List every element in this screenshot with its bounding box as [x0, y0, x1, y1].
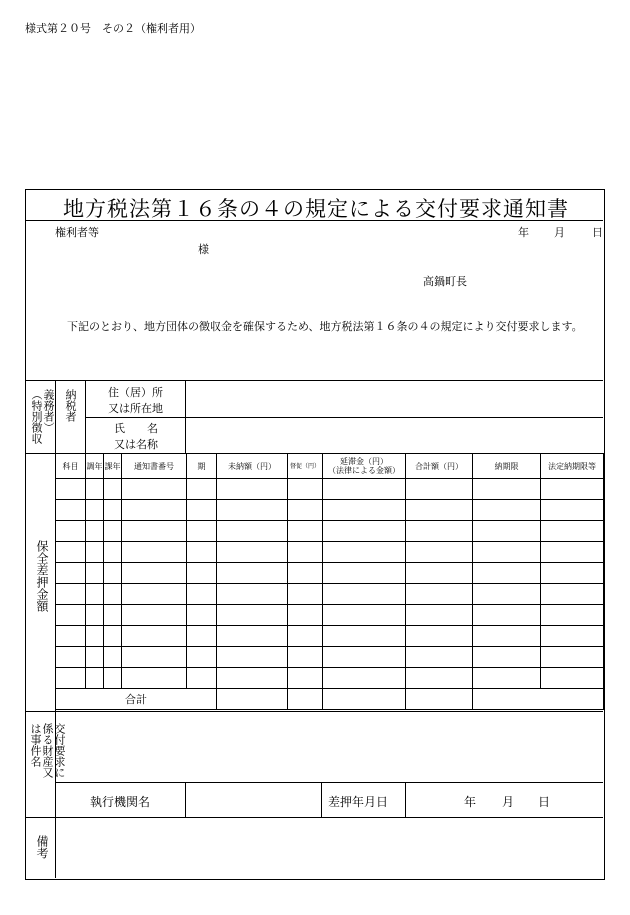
address-label-1: 住（居）所	[108, 386, 163, 399]
header-dunning: 督促（円）	[288, 454, 323, 479]
total-row	[56, 689, 604, 710]
seizure-day: 日	[538, 795, 551, 809]
name-label-1: 氏 名	[114, 422, 158, 435]
table-row	[56, 668, 604, 689]
table-row	[56, 500, 604, 521]
delinquency-label: 延滞金（円）	[340, 457, 388, 466]
issuer-name: 高鍋町長	[423, 275, 467, 288]
form-title: 地方税法第１６条の４の規定による交付要求通知書	[63, 197, 569, 221]
body-text: 下記のとおり、地方団体の徴収金を確保するため、地方税法第１６条の４の規定により交付要求します。	[67, 320, 583, 333]
seizure-year: 年	[464, 795, 477, 809]
header-tax-year: 課年	[104, 454, 122, 479]
header-total: 合計額（円）	[406, 454, 473, 479]
form-number: 様式第２０号 その２（権利者用）	[25, 22, 201, 35]
execution-agency-label: 執行機関名	[90, 795, 151, 809]
delinquency-note: （法律による金額）	[328, 466, 400, 475]
table-row	[56, 542, 604, 563]
header-delinquency	[323, 454, 406, 479]
property-label: 交付要求に係る財産又は事件名	[29, 723, 66, 778]
table-row	[56, 584, 604, 605]
seizure-month: 月	[502, 795, 515, 809]
amount-section-label: 保全差押金額	[35, 540, 49, 612]
header-legal-due-date: 法定納期限等	[541, 454, 604, 479]
header-notice-number: 通知書番号	[122, 454, 187, 479]
total-label: 合計	[56, 689, 217, 710]
table-row	[56, 605, 604, 626]
table-row	[56, 647, 604, 668]
date-day: 日	[592, 226, 603, 239]
table-row	[56, 626, 604, 647]
name-label-2: 又は名称	[114, 438, 158, 451]
notice-form	[25, 189, 605, 880]
honorific-sama: 様	[198, 243, 209, 256]
date-month: 月	[554, 226, 565, 239]
header-item: 科目	[56, 454, 86, 479]
amount-table	[55, 453, 604, 710]
header-assessed-year: 調年	[86, 454, 104, 479]
header-due-date: 納期限	[473, 454, 541, 479]
table-row	[56, 563, 604, 584]
seizure-date-label: 差押年月日	[328, 795, 389, 809]
recipient-label: 権利者等	[55, 226, 99, 239]
remarks-label: 備考	[35, 835, 49, 859]
table-row	[56, 521, 604, 542]
obligor-sub-label: 納税者	[64, 389, 77, 422]
header-unpaid: 未納額（円）	[217, 454, 288, 479]
address-label-2: 又は所在地	[108, 402, 163, 415]
date-year: 年	[518, 226, 529, 239]
obligor-section-label: 義務者）（特別徴収	[30, 389, 55, 444]
header-period: 期	[187, 454, 217, 479]
table-row	[56, 479, 604, 500]
